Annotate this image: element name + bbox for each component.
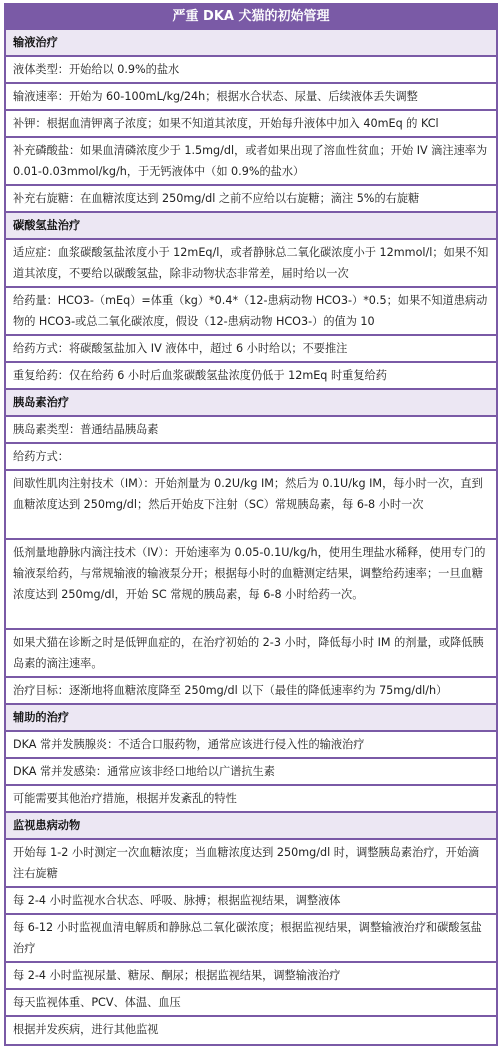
dka-management-table [4, 3, 498, 1046]
table-row: 根据并发疾病，进行其他监视 [13, 1023, 159, 1036]
table-row: 如果犬猫在诊断之时是低钾血症的，在治疗初始的 2-3 小时，降低每小时 IM 的剂量，或降低胰岛素的滴注速率。 [6, 630, 496, 678]
table-row: 液体类型：开始给以 0.9%的盐水 [6, 57, 496, 84]
table-row: 开始每 1-2 小时测定一次血糖浓度；当血糖浓度达到 250mg/dl 时，调整胰岛素治疗，开始滴注右旋糖 [6, 840, 496, 888]
table-row: 治疗目标：逐渐地将血糖浓度降至 250mg/dl 以下（最佳的降低速率约为 75mg/dl/h） [6, 678, 496, 705]
table-row: 适应症：血浆碳酸氢盐浓度小于 12mEq/l，或者静脉总二氧化碳浓度小于 12mmol/l；如果不知道其浓度，不要给以碳酸氢盐，除非动物状态非常差，届时给以一次 [6, 240, 496, 288]
table-row: 给药方式：将碳酸氢盐加入 IV 液体中，超过 6 小时给以；不要推注 [6, 336, 496, 363]
table-row: 输液速率：开始为 60-100mL/kg/24h；根据水合状态、尿量、后续液体丢失调整 [6, 84, 496, 111]
section-header: 胰岛素治疗 [6, 390, 496, 417]
table-row: 胰岛素类型：普通结晶胰岛素 [6, 417, 496, 444]
section-header: 辅助的治疗 [6, 705, 496, 732]
table-row: 补充右旋糖：在血糖浓度达到 250mg/dl 之前不应给以右旋糖；滴注 5%的右旋糖 [6, 186, 496, 213]
table-row: DKA 常并发胰腺炎：不适合口服药物，通常应该进行侵入性的输液治疗 [6, 732, 496, 759]
table-title: 严重 DKA 犬猫的初始管理 [6, 5, 496, 30]
table-row: 低剂量地静脉内滴注技术（IV）：开始速率为 0.05-0.1U/kg/h，使用生理盐水稀释，使用专门的输液泵给药，与常规输液的输液泵分开；根据每小时的血糖测定结果，调整给药速率；一旦血糖浓度达到 250mg/dl，开始 SC 常规的胰岛素，每 6-8 小时给药一次。 [6, 540, 496, 630]
table-row: 每 2-4 小时监视水合状态、呼吸、脉搏；根据监视结果，调整液体 [6, 888, 496, 915]
table-row: 重复给药：仅在给药 6 小时后血浆碳酸氢盐浓度仍低于 12mEq 时重复给药 [6, 363, 496, 390]
table-row: 补充磷酸盐：如果血清磷浓度少于 1.5mg/dl，或者如果出现了溶血性贫血；开始 IV 滴注速率为 0.01-0.03mmol/kg/h，于无钙液体中（如 0.9%的盐水） [6, 138, 496, 186]
table-row: 每天监视体重、PCV、体温、血压 [6, 990, 496, 1017]
table-row: 给药方式： [6, 444, 496, 471]
table-row: 可能需要其他治疗措施，根据并发紊乱的特性 [6, 786, 496, 813]
table-row: 给药量：HCO3-（mEq）=体重（kg）*0.4*（12-患病动物 HCO3-）*0.5；如果不知道患病动物的 HCO3-或总二氧化碳浓度，假设（12-患病动物 HCO3-）的值为 10 [6, 288, 496, 336]
table-row: 每 6-12 小时监视血清电解质和静脉总二氧化碳浓度；根据监视结果，调整输液治疗和碳酸氢盐治疗 [6, 915, 496, 963]
table-row: 每 2-4 小时监视尿量、糖尿、酮尿；根据监视结果，调整输液治疗 [6, 963, 496, 990]
table-row: DKA 常并发感染：通常应该非经口地给以广谱抗生素 [6, 759, 496, 786]
section-header: 监视患病动物 [6, 813, 496, 840]
table-body [6, 30, 496, 1044]
section-header: 碳酸氢盐治疗 [6, 213, 496, 240]
section-header: 输液治疗 [6, 30, 496, 57]
table-row: 间歇性肌肉注射技术（IM）：开始剂量为 0.2U/kg IM；然后为 0.1U/kg IM，每小时一次，直到血糖浓度达到 250mg/dl；然后开始皮下注射（SC）常规胰岛素，每 6-8 小时一次 [6, 471, 496, 540]
table-row: 补钾：根据血清钾离子浓度；如果不知道其浓度，开始每升液体中加入 40mEq 的 KCl [6, 111, 496, 138]
